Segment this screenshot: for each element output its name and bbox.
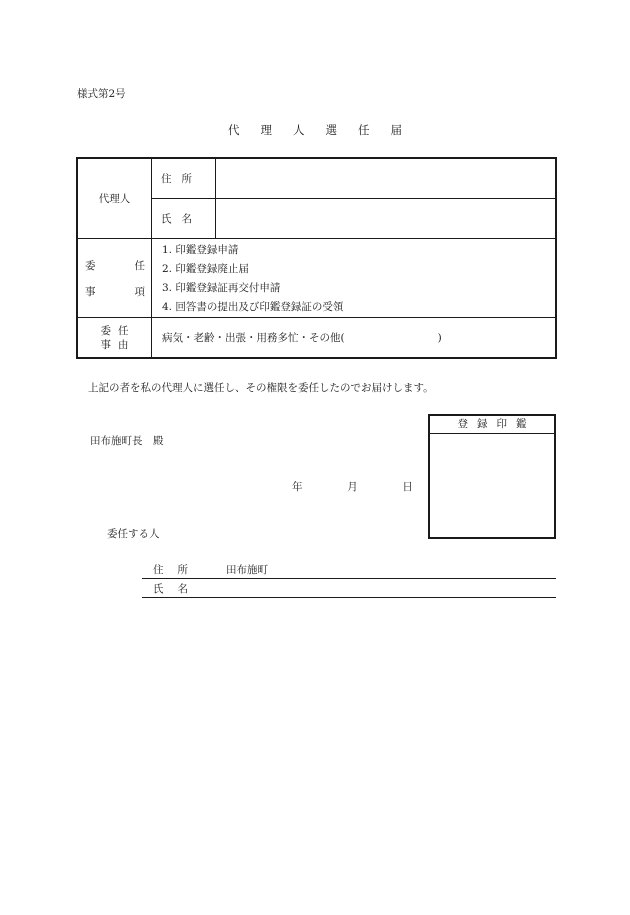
delegator-label: 委任する人: [107, 528, 160, 540]
agent-address-field[interactable]: [216, 158, 557, 199]
list-item: 2. 印鑑登録廃止届: [162, 263, 249, 275]
reason-close-paren: ): [437, 332, 442, 344]
delegated-matters-row: [77, 239, 556, 318]
delegation-reason-field[interactable]: [152, 318, 557, 359]
delegator-address-label: 住所: [153, 564, 202, 576]
list-item: 3. 印鑑登録証再交付申請: [162, 282, 281, 294]
agent-name-label: 氏名: [152, 199, 216, 239]
reason-options: 病気・老齢・出張・用務多忙・その他(: [162, 332, 345, 344]
agent-name-field[interactable]: [216, 199, 557, 239]
declaration-text: 上記の者を私の代理人に選任し、その権限を委任したのでお届けします。: [88, 382, 434, 394]
agent-label: 代理人: [77, 158, 152, 239]
delegated-char-2: 任: [134, 259, 145, 272]
agent-address-row: [77, 158, 556, 199]
date-line: [292, 479, 413, 494]
delegated-char-4: 項: [134, 285, 145, 298]
delegated-char-3: 事: [85, 285, 96, 298]
delegation-reason-row: [77, 318, 556, 359]
date-year-label: 年: [292, 481, 303, 493]
page-title: 代理人選任届: [228, 123, 423, 137]
agent-form-table: [76, 157, 557, 359]
delegated-matters-label: [77, 239, 152, 318]
delegator-name-line[interactable]: [142, 580, 556, 598]
date-month-label: 月: [347, 481, 358, 493]
reason-label-line-2: 事由: [100, 338, 136, 351]
delegator-address-line[interactable]: [142, 561, 556, 579]
delegator-address-value: 田布施町: [226, 564, 268, 576]
registered-seal-box[interactable]: [428, 414, 556, 539]
list-item: 4. 回答書の提出及び印鑑登録証の受領: [162, 301, 344, 313]
reason-label-line-1: 委任: [100, 324, 136, 337]
agent-address-label: 住所: [152, 158, 216, 199]
delegated-matters-list: [152, 239, 557, 318]
form-number: 様式第2号: [77, 88, 126, 100]
addressee: 田布施町長 殿: [90, 435, 164, 447]
list-item: 1. 印鑑登録申請: [162, 244, 239, 256]
registered-seal-label: 登録印鑑: [430, 416, 554, 434]
date-day-label: 日: [402, 481, 413, 493]
delegated-char-1: 委: [85, 259, 96, 272]
delegation-reason-label: [77, 318, 152, 359]
delegator-name-label: 氏名: [153, 583, 202, 595]
